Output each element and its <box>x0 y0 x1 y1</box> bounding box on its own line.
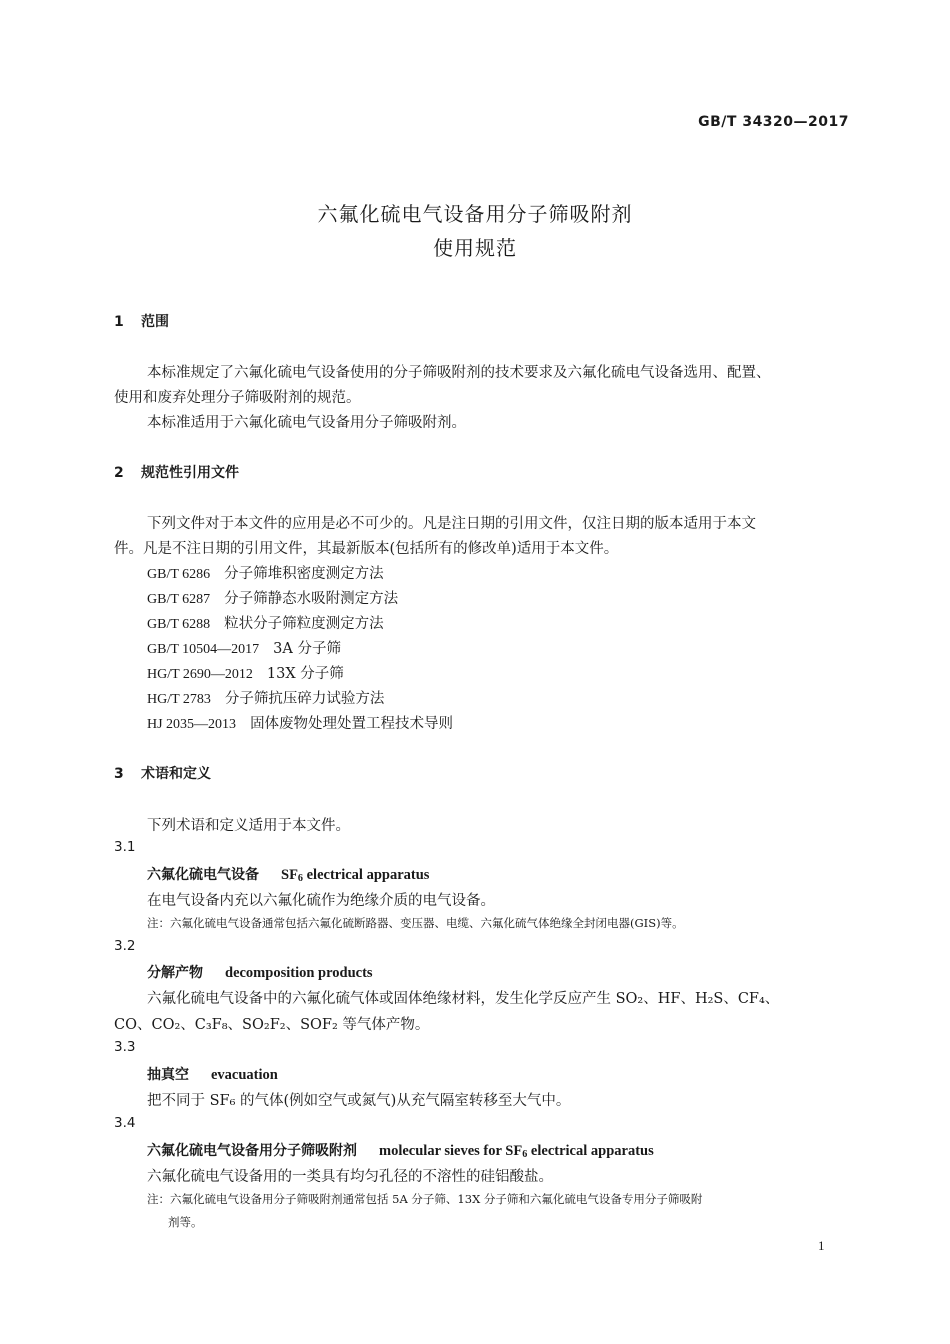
paragraph: 下列术语和定义适用于本文件。 <box>147 818 350 834</box>
term-zh: 六氟化硫电气设备 <box>147 867 259 883</box>
section-3-heading <box>114 763 211 783</box>
reference-name: 分子筛堆积密度测定方法 <box>224 566 384 582</box>
reference-item <box>147 662 344 683</box>
reference-code: GB/T 6287 <box>147 592 211 607</box>
note: 注：六氟化硫电气设备通常包括六氟化硫断路器、变压器、电缆、六氟化硫气体绝缘全封闭电器(GIS)等。 <box>147 916 684 930</box>
section-title: 规范性引用文件 <box>141 465 239 481</box>
term-heading <box>147 864 429 884</box>
term-heading <box>147 962 373 982</box>
clause-number: 3.4 <box>114 1115 136 1131</box>
reference-item <box>147 562 384 583</box>
term-definition: 在电气设备内充以六氟化硫作为绝缘介质的电气设备。 <box>147 893 495 909</box>
reference-name: 分子筛静态水吸附测定方法 <box>224 591 399 607</box>
paragraph: 下列文件对于本文件的应用是必不可少的。凡是注日期的引用文件，仅注日期的版本适用于本文 <box>147 516 756 532</box>
document-title: 六氟化硫电气设备用分子筛吸附剂 <box>317 202 633 226</box>
clause-number: 3.1 <box>114 839 136 855</box>
term-definition: 六氟化硫电气设备用的一类具有均匀孔径的不溶性的硅铝酸盐。 <box>147 1169 553 1185</box>
section-number: 2 <box>114 465 124 481</box>
reference-code: GB/T 6286 <box>147 567 211 582</box>
reference-item <box>147 687 384 708</box>
note: 剂等。 <box>168 1215 203 1229</box>
reference-name: 13X 分子筛 <box>266 666 344 682</box>
paragraph: 本标准适用于六氟化硫电气设备用分子筛吸附剂。 <box>147 415 466 431</box>
page-number: 1 <box>818 1238 825 1253</box>
standard-code: GB/T 34320—2017 <box>698 114 849 130</box>
document-subtitle: 使用规范 <box>433 236 517 260</box>
term-zh: 分解产物 <box>147 965 203 981</box>
term-en: molecular sieves for $SF_6$ electrical apparatus <box>379 1143 654 1160</box>
term-heading <box>147 1064 278 1084</box>
reference-code: GB/T 6288 <box>147 617 211 632</box>
paragraph: 本标准规定了六氟化硫电气设备使用的分子筛吸附剂的技术要求及六氟化硫电气设备选用、配置、 <box>147 365 771 381</box>
note: 注：六氟化硫电气设备用分子筛吸附剂通常包括 5A 分子筛、13X 分子筛和六氟化硫电气设备专用分子筛吸附 <box>147 1192 703 1206</box>
term-en: decomposition products <box>225 965 373 981</box>
term-zh: 抽真空 <box>147 1067 189 1083</box>
section-title: 范围 <box>141 314 169 330</box>
term-definition: 把不同于 SF₆ 的气体(例如空气或氮气)从充气隔室转移至大气中。 <box>147 1093 571 1109</box>
section-number: 3 <box>114 766 124 782</box>
term-definition: CO、CO₂、C₃F₈、SO₂F₂、SOF₂ 等气体产物。 <box>114 1017 430 1033</box>
reference-item <box>147 612 384 633</box>
term-en: evacuation <box>211 1067 278 1083</box>
term-definition: 六氟化硫电气设备中的六氟化硫气体或固体绝缘材料，发生化学反应产生 SO₂、HF、H₂S、CF₄、 <box>147 991 780 1007</box>
reference-name: 固体废物处理处置工程技术导则 <box>250 716 454 732</box>
reference-name: 3A 分子筛 <box>273 641 341 657</box>
reference-code: HJ 2035—2013 <box>147 717 237 732</box>
term-heading <box>147 1140 654 1160</box>
section-number: 1 <box>114 314 124 330</box>
reference-item <box>147 637 341 658</box>
term-en: $SF_6$ electrical apparatus <box>281 867 430 884</box>
reference-item <box>147 587 398 608</box>
reference-item <box>147 712 453 733</box>
section-title: 术语和定义 <box>141 766 211 782</box>
reference-name: 粒状分子筛粒度测定方法 <box>224 616 384 632</box>
section-1-heading <box>114 311 169 331</box>
section-2-heading <box>114 462 239 482</box>
clause-number: 3.2 <box>114 938 136 954</box>
reference-code: GB/T 10504—2017 <box>147 642 260 657</box>
reference-code: HG/T 2690—2012 <box>147 667 253 682</box>
reference-code: HG/T 2783 <box>147 692 211 707</box>
clause-number: 3.3 <box>114 1039 136 1055</box>
paragraph: 件。凡是不注日期的引用文件，其最新版本(包括所有的修改单)适用于本文件。 <box>114 541 619 557</box>
reference-name: 分子筛抗压碎力试验方法 <box>224 691 385 707</box>
term-zh: 六氟化硫电气设备用分子筛吸附剂 <box>147 1143 357 1159</box>
paragraph: 使用和废弃处理分子筛吸附剂的规范。 <box>114 390 361 406</box>
